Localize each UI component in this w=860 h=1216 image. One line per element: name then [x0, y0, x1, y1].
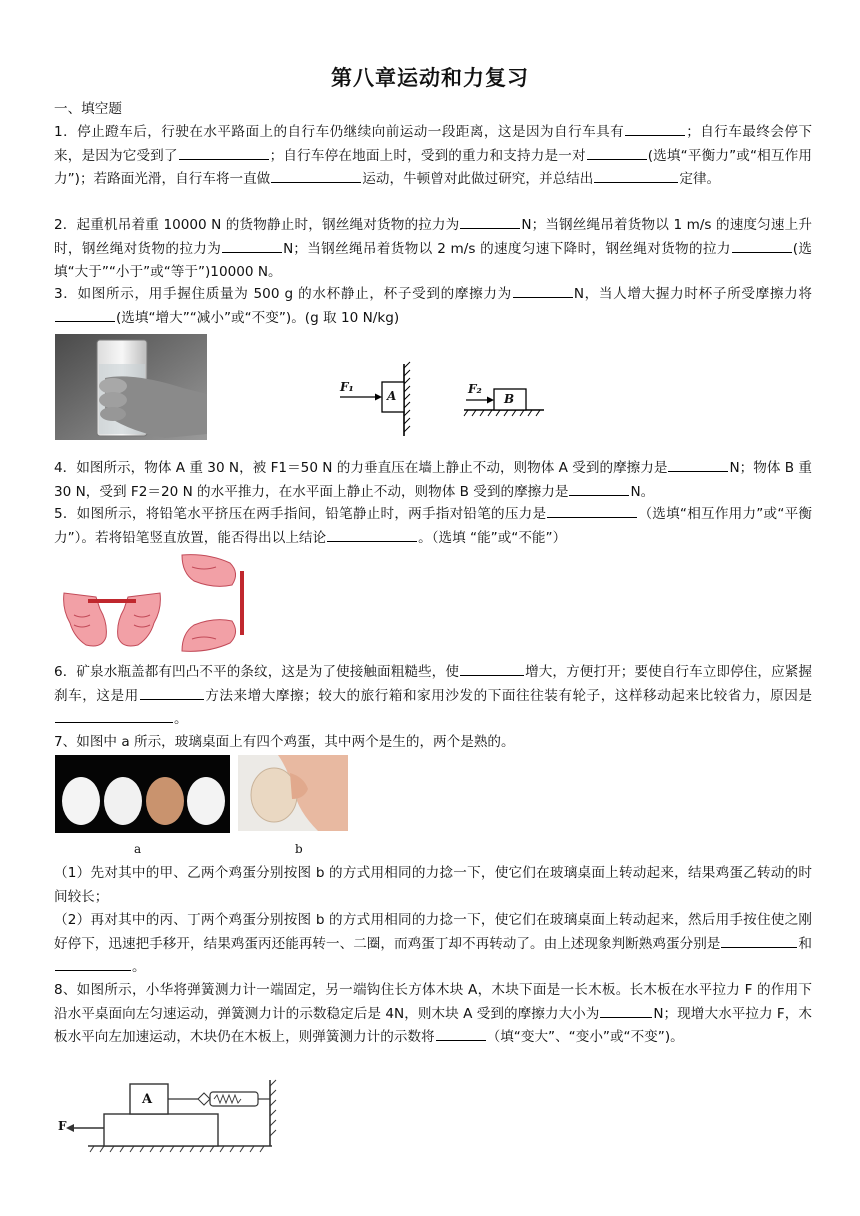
question-7-intro: 7、如图中 a 所示，玻璃桌面上有四个鸡蛋，其中两个是生的，两个是熟的。 [54, 734, 515, 750]
section-heading: 一、填空题 [54, 101, 122, 117]
q7-text-a: （2）再对其中的丙、丁两个鸡蛋分别按图 b 的方式用相同的力捻一下，使它们在玻璃桌面上转动起来，然后用手按住使之刚好停下，迅速把手移开，结果鸡蛋丙还能再转一、二圈，而鸡蛋丁却不再转动了。由上述现象判断熟鸡蛋分别是 [54, 912, 812, 952]
q5-text-a: 5．如图所示，将铅笔水平挤压在两手指间，铅笔静止时，两手指对铅笔的压力是 [54, 506, 547, 522]
q5-text-b: （选填“相互作用力”或“平衡力”）。若将铅笔竖直放置，能否得出以上结论 [54, 506, 812, 546]
fig8-block-a-label: A [142, 1092, 153, 1107]
pencil-vertical-fingers-image [178, 551, 254, 655]
q1-text-d: (选填“平衡力”或“相互作用力”)；若路面光滑，自行车将一直做 [54, 147, 813, 187]
question-6 [54, 661, 812, 732]
q6-text-c: 方法来增大摩擦；较大的旅行箱和家用沙发的下面往往装有轮子，这样移动起来比较省力，原因是 [204, 687, 812, 704]
answer-blank[interactable] [732, 238, 792, 253]
caption-b: b [295, 842, 303, 856]
answer-blank[interactable] [55, 307, 115, 322]
question-7-part-2 [54, 909, 812, 980]
answer-blank[interactable] [547, 503, 637, 518]
answer-blank[interactable] [179, 145, 269, 160]
pencil-horizontal-fingers-image [58, 575, 166, 653]
answer-blank[interactable] [721, 933, 797, 948]
hand-holding-glass-photo [55, 334, 207, 440]
answer-blank[interactable] [55, 956, 131, 971]
answer-blank[interactable] [625, 121, 685, 136]
q6-text-b: 增大，方便打开；要使自行车立即停住，应紧握刹车，这是用 [54, 664, 813, 704]
q6-text-a: 6．矿泉水瓶盖都有凹凸不平的条纹，这是为了使接触面粗糙些，使 [54, 664, 460, 680]
block-b-label: B [504, 392, 515, 406]
answer-blank[interactable] [569, 481, 629, 496]
q8-text-c: （填“变大”、“变小”或“不变”)。 [486, 1029, 684, 1045]
answer-blank[interactable] [436, 1026, 486, 1041]
answer-blank[interactable] [460, 214, 520, 229]
page-title: 第八章运动和力复习 [331, 66, 529, 90]
block-a-wall-diagram [338, 360, 418, 438]
q2-text-c: N；当钢丝绳吊着货物以 2 m/s 的速度匀速下降时，钢丝绳对货物的拉力 [283, 240, 731, 257]
q4-text-a: 4．如图所示，物体 A 重 30 N，被 F1＝50 N 的力垂直压在墙上静止不动，则物体 A 受到的摩擦力是 [54, 460, 668, 476]
question-4 [54, 457, 812, 504]
q2-text-b: N；当钢丝绳吊着货物以 1 m/s 的速度匀速上升时，钢丝绳对货物的拉力为 [54, 217, 812, 257]
block-a-label: A [387, 389, 397, 403]
question-8 [54, 979, 812, 1050]
q2-text-d: (选填“大于”“小于”或“等于”)10000 N。 [54, 240, 812, 280]
answer-blank[interactable] [55, 708, 173, 723]
q4-text-b: N；物体 B 重 30 N，受到 F2＝20 N 的水平推力，在水平面上静止不动，则物体 B 受到的摩擦力是 [54, 460, 812, 500]
answer-blank[interactable] [271, 168, 361, 183]
answer-blank[interactable] [460, 661, 524, 676]
question-7-part-1: （1）先对其中的甲、乙两个鸡蛋分别按图 b 的方式用相同的力捻一下，使它们在玻璃桌面上转动起来，结果鸡蛋乙转动的时间较长； [54, 865, 812, 905]
question-3 [54, 283, 812, 330]
q3-text-c: (选填“增大”“减小”或“不变”)。(g 取 10 N/kg) [116, 309, 400, 326]
hand-spinning-egg-photo [238, 755, 348, 831]
q5-text-c: 。（选填 “能”或“不能”） [418, 529, 567, 546]
fig8-force-f-label: F [58, 1119, 67, 1133]
answer-blank[interactable] [594, 168, 678, 183]
spring-scale-board-diagram [58, 1078, 280, 1154]
answer-blank[interactable] [668, 457, 728, 472]
q4-text-c: N。 [630, 483, 655, 500]
q1-text-b: ；自行车最终会停下来，是因为它受到了 [54, 124, 813, 164]
answer-blank[interactable] [600, 1003, 652, 1018]
q8-text-b: N；现增大水平拉力 F，木板水平向左加速运动，木块仍在木板上，则弹簧测力计的示数将 [54, 1005, 812, 1045]
caption-a: a [134, 842, 142, 856]
q8-text-a: 8、如图所示，小华将弹簧测力计一端固定，另一端钩住长方体木块 A，木块下面是一长木板。长木板在水平拉力 F 的作用下沿水平桌面向左匀速运动，弹簧测力计的示数稳定后是 4N，则木块 A 受到的摩擦力大小为 [54, 982, 812, 1022]
four-eggs-photo [55, 755, 230, 833]
q1-text-f: 定律。 [679, 171, 721, 187]
answer-blank[interactable] [327, 527, 417, 542]
q6-text-d: 。 [174, 711, 188, 727]
q7-text-c: 。 [132, 959, 146, 975]
answer-blank[interactable] [513, 283, 573, 298]
q3-text-a: 3．如图所示，用手握住质量为 500 g 的水杯静止，杯子受到的摩擦力为 [54, 286, 512, 302]
force-f2-label: F₂ [468, 382, 482, 396]
question-2 [54, 214, 812, 285]
answer-blank[interactable] [140, 685, 204, 700]
answer-blank[interactable] [587, 145, 647, 160]
q2-text-a: 2．起重机吊着重 10000 N 的货物静止时，钢丝绳对货物的拉力为 [54, 217, 460, 233]
question-5 [54, 503, 812, 550]
q1-text-e: 运动，牛顿曾对此做过研究，并总结出 [362, 171, 594, 187]
force-f1-label: F₁ [340, 380, 354, 394]
q1-text-a: 1．停止蹬车后，行驶在水平路面上的自行车仍继续向前运动一段距离，这是因为自行车具有 [54, 124, 625, 140]
answer-blank[interactable] [222, 238, 282, 253]
q1-text-c: ；自行车停在地面上时，受到的重力和支持力是一对 [269, 147, 586, 164]
q3-text-b: N，当人增大握力时杯子所受摩擦力将 [573, 286, 813, 302]
question-1 [54, 121, 812, 192]
q7-text-b: 和 [798, 935, 813, 952]
